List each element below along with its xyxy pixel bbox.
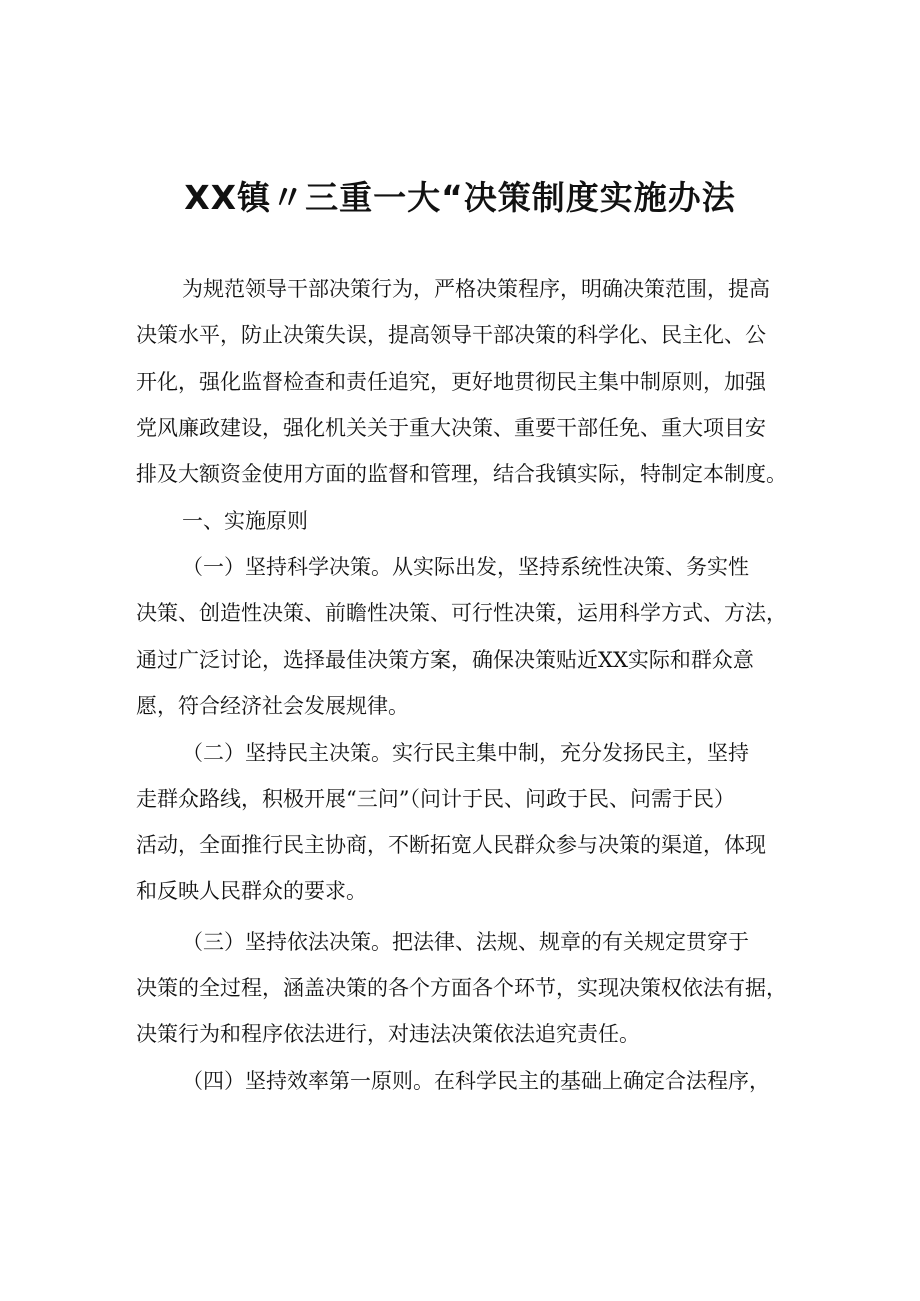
principle-2-line-3: 活动，全面推行民主协商，不断拓宽人民群众参与决策的渠道，体现	[136, 833, 766, 857]
principle-2-line-2: 走群众路线，积极开展“三问”（问计于民、问政于民、问需于民）	[136, 787, 735, 811]
principle-2-line-1: （二）坚持民主决策。实行民主集中制，充分发扬民主，坚持	[182, 741, 749, 765]
section-heading: 一、实施原则	[182, 509, 308, 533]
intro-line-4: 党风廉政建设，强化机关关于重大决策、重要干部任免、重大项目安	[136, 416, 766, 440]
principle-1-line-2: 决策、创造性决策、前瞻性决策、可行性决策，运用科学方式、方法，	[136, 601, 787, 625]
principle-1-line-4: 愿，符合经济社会发展规律。	[136, 694, 409, 718]
intro-line-2: 决策水平，防止决策失误，提高领导干部决策的科学化、民主化、公	[136, 323, 766, 347]
principle-1-line-3: 通过广泛讨论，选择最佳决策方案，确保决策贴近XX实际和群众意	[136, 648, 754, 672]
intro-line-1: 为规范领导干部决策行为，严格决策程序，明确决策范围，提高	[182, 277, 770, 301]
principle-3-line-1: （三）坚持依法决策。把法律、法规、规章的有关规定贯穿于	[182, 930, 749, 954]
document-title: XX镇〃三重一大“决策制度实施办法	[184, 178, 736, 217]
principle-3-line-3: 决策行为和程序依法进行，对违法决策依法追究责任。	[136, 1022, 640, 1046]
intro-line-5: 排及大额资金使用方面的监督和管理，结合我镇实际，特制定本制度。	[136, 462, 787, 486]
intro-line-3: 开化，强化监督检查和责任追究，更好地贯彻民主集中制原则，加强	[136, 370, 766, 394]
principle-2-line-4: 和反映人民群众的要求。	[136, 879, 367, 903]
principle-1-line-1: （一）坚持科学决策。从实际出发，坚持系统性决策、务实性	[182, 555, 749, 579]
principle-3-line-2: 决策的全过程，涵盖决策的各个方面各个环节，实现决策权依法有据，	[136, 976, 787, 1000]
principle-4-line-1: （四）坚持效率第一原则。在科学民主的基础上确定合法程序，	[182, 1069, 770, 1093]
